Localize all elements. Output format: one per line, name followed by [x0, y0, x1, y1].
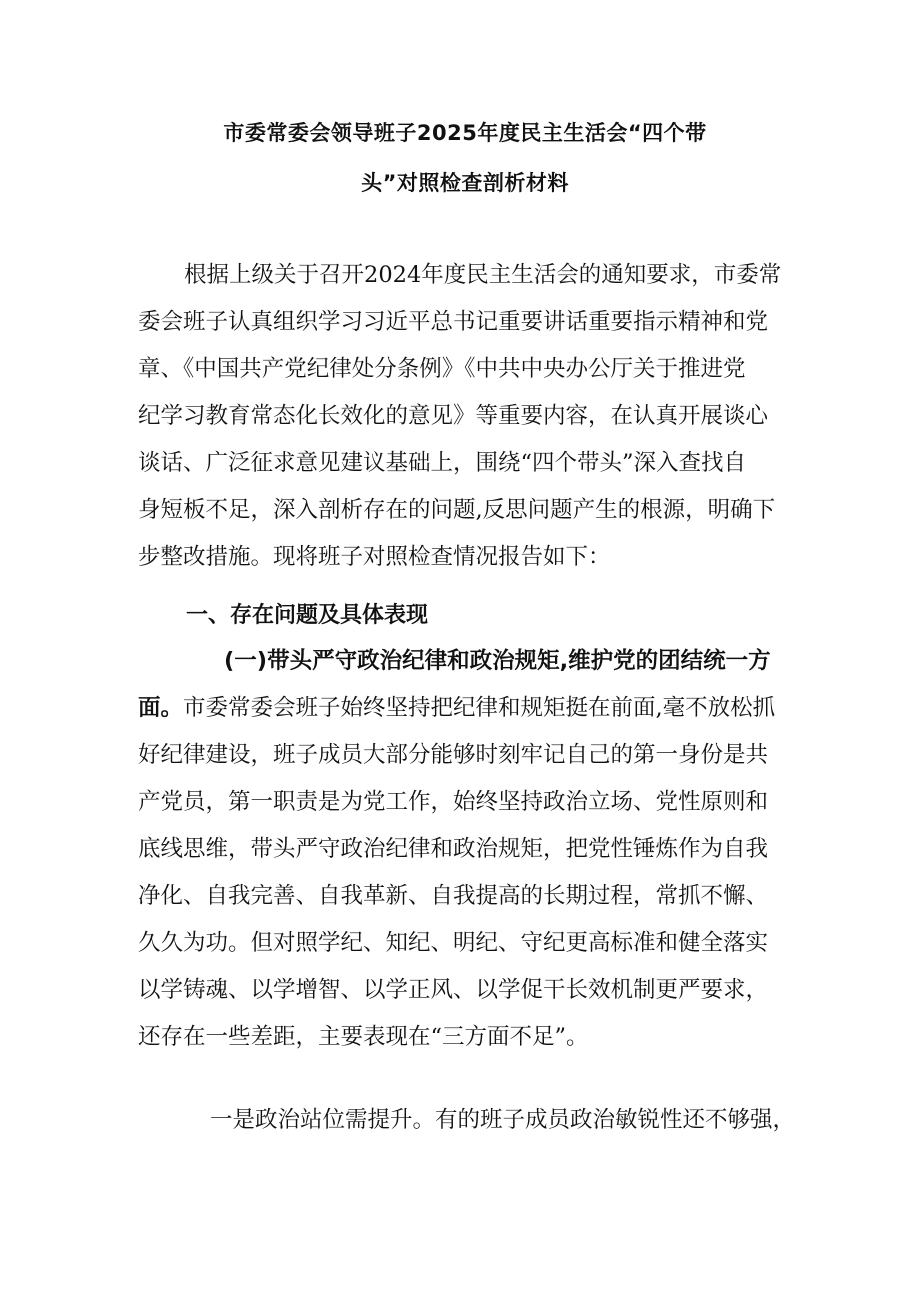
subsection-1-paragraph [138, 638, 790, 1061]
subsection-1-heading-end: 面。 [138, 695, 184, 721]
intro-line-4: 纪学习教育常态化长效化的意见》等重要内容，在认真开展谈心 [138, 403, 769, 429]
subsection-1-line-3: 好纪律建设，班子成员大部分能够时刻牢记自己的第一身份是共 [138, 742, 769, 768]
subsection-1-line-6: 净化、自我完善、自我革新、自我提高的长期过程，常抓不懈、 [138, 883, 769, 909]
point-1-line-1: 一是政治站位需提升。有的班子成员政治敏锐性还不够强， [210, 1107, 796, 1133]
intro-line-5: 谈话、广泛征求意见建议基础上，围绕“四个带头”深入查找自 [138, 450, 747, 476]
intro-line-1: 根据上级关于召开2024年度民主生活会的通知要求，市委常 [184, 262, 782, 288]
document-title [120, 108, 810, 208]
title-line-2: 头”对照检查剖析材料 [361, 171, 569, 195]
section-heading-1: 一、存在问题及具体表现 [186, 603, 429, 628]
intro-line-6: 身短板不足，深入剖析存在的问题,反思问题产生的根源，明确下 [138, 497, 776, 523]
subsection-1-line-8: 以学铸魂、以学增智、以学正风、以学促干长效机制更严要求， [138, 977, 769, 1003]
title-line-1: 市委常委会领导班子2025年度民主生活会“四个带 [223, 121, 707, 145]
subsection-1-text-start: 市委常委会班子始终坚持把纪律和规矩挺在前面,毫不放松抓 [183, 695, 776, 721]
intro-line-7: 步整改措施。现将班子对照检查情况报告如下： [138, 544, 611, 570]
intro-paragraph [138, 252, 790, 581]
point-1-paragraph [138, 1097, 796, 1144]
intro-line-2: 委会班子认真组织学习习近平总书记重要讲话重要指示精神和党 [138, 309, 769, 335]
intro-line-3: 章、《中国共产党纪律处分条例》《中共中央办公厅关于推进党 [138, 356, 746, 382]
subsection-1-line-7: 久久为功。但对照学纪、知纪、明纪、守纪更高标准和健全落实 [138, 930, 769, 956]
subsection-1-line-4: 产党员，第一职责是为党工作，始终坚持政治立场、党性原则和 [138, 789, 769, 815]
subsection-1-line-2 [138, 685, 790, 732]
subsection-1-heading: (一)带头严守政治纪律和政治规矩,维护党的团结统一方 [224, 648, 771, 674]
subsection-1-line-9: 还存在一些差距，主要表现在“三方面不足”。 [138, 1024, 589, 1050]
subsection-1-line-5: 底线思维，带头严守政治纪律和政治规矩，把党性锤炼作为自我 [138, 836, 769, 862]
